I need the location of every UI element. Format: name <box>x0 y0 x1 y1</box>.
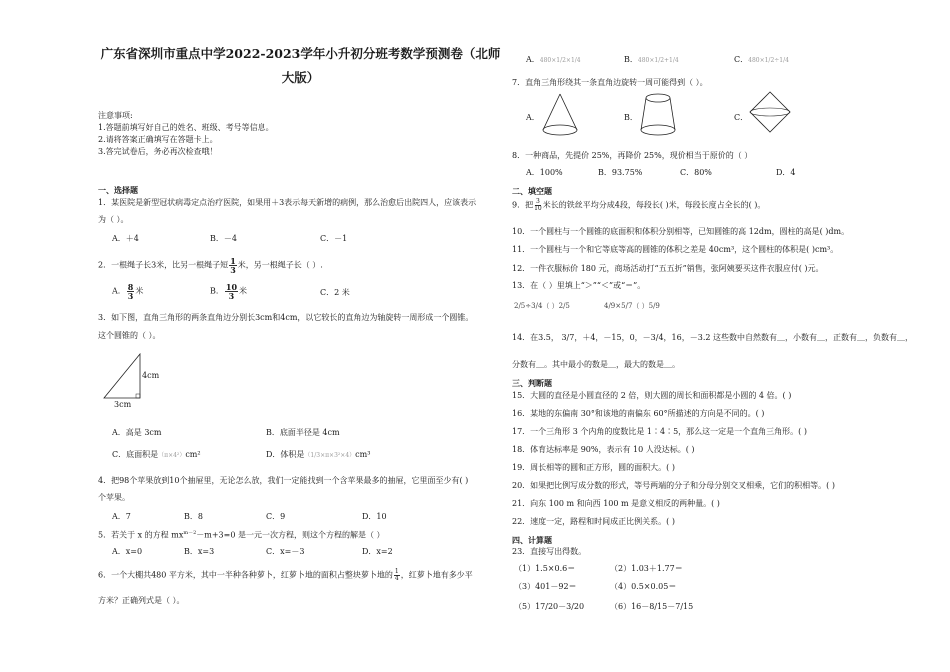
question-text: 6．一个大棚共480 平方米，其中一半种各种萝卜，红萝卜地的面积占整块萝卜地的 $\frac{1}{4}$ ，红萝卜地有多少平 <box>98 568 473 582</box>
notice-item: 3.答完试卷后，务必再次检查哦！ <box>98 147 218 156</box>
compare-item: 4/9×5/7（ ）5/9 <box>604 302 660 310</box>
question-text: 2．一根绳子长3米，比另一根绳子短 $\frac{1}{3}$ 米，另一根绳子长（ ）. <box>98 256 323 275</box>
question-text: 分数有＿。其中最小的数是＿，最大的数是＿。 <box>512 360 680 369</box>
option-b: B．8 <box>184 512 203 521</box>
question-text: 13．在（ ）里填上“＞”“＜”或“＝”。 <box>512 281 646 290</box>
calc-item: （3）401－92＝ <box>514 582 577 591</box>
section-heading: 二、填空题 <box>512 186 552 196</box>
section-heading: 四、计算题 <box>512 535 552 545</box>
question-text: 5．若关于 x 的方程 $mx^{m-2}-m+3=0$ 是一元一次方程，则这个方程的解是（ ） <box>98 530 385 540</box>
question-text: 个苹果。 <box>98 493 130 502</box>
option-c: C．x=－3 <box>266 547 305 556</box>
judge-item: 20．如果把比例写成分数的形式，等号两端的分子和分母分别交叉相乘，它们的积相等。( ) <box>512 481 835 490</box>
question-text: 11．一个圆柱与一个和它等底等高的圆锥的体积之差是 40cm³，这个圆柱的体积是( )cm³。 <box>512 245 839 254</box>
frustum-shape <box>638 90 678 140</box>
option-b: B．－4 <box>210 234 237 243</box>
calc-item: （2）1.03＋1.77＝ <box>610 564 683 573</box>
question-text: 方米？正确列式是（ ）。 <box>98 596 185 605</box>
option-d: D．4 <box>776 168 796 177</box>
page-title: 广东省深圳市重点中学2022-2023学年小升初分班考数学预测卷（北师大版） <box>100 46 501 85</box>
section-heading: 三、判断题 <box>512 378 552 388</box>
option-d: D．10 <box>362 512 387 521</box>
side-label: 4cm <box>142 371 160 380</box>
fraction: $\frac{1}{3}$ <box>230 256 236 275</box>
question-text: 8．一种商品，先提价 25%，再降价 25%，现价相当于原价的（ ） <box>512 151 753 160</box>
option-b: B． $\frac{10}{3}$ 米 <box>210 282 248 301</box>
judge-item: 15．大圆的直径是小圆直径的 2 倍，则大圆的周长和面积都是小圆的 4 倍。( ) <box>512 391 792 400</box>
option-a: A．＋4 <box>112 234 139 243</box>
question-text: 这个圆锥的（ ）。 <box>98 331 161 340</box>
calc-item: （1）1.5×0.6＝ <box>514 564 576 573</box>
option-a: A．7 <box>112 512 131 521</box>
question-text: 23．直接写出得数。 <box>512 547 587 556</box>
question-text: 3．如下图，直角三角形的两条直角边分别长3cm和4cm，以它较长的直角边为轴旋转一周形成一个圆锥。 <box>98 313 474 322</box>
question-text: 9．把 $\frac{3}{10}$ 米长的铁丝平均分成4段，每段长( )米，每段长度占全长的( )。 <box>512 198 766 212</box>
option-a: A． <box>526 113 540 122</box>
option-d: D．x=2 <box>362 547 393 556</box>
option-c: C． <box>734 113 749 122</box>
question-text: 10．一个圆柱与一个圆锥的底面积和体积分别相等，已知圆锥的高 12dm，圆柱的高是( )dm。 <box>512 227 850 236</box>
option-d: D．体积是（1/3×π×3²×4）cm³ <box>266 450 371 459</box>
calc-item: （4）0.5×0.05＝ <box>610 582 677 591</box>
question-text: 14．在3.5， 3/7，＋4，－15，0，－3/4，16，－3.2 这些数中自然数有＿，小数有＿，正数有＿，负数有＿， <box>512 333 913 342</box>
option-c: C．9 <box>266 512 286 521</box>
notice-heading: 注意事项: <box>98 111 133 120</box>
question-text: 1．某医院是新型冠状病毒定点治疗医院，如果用＋3表示每天新增的病例，那么治愈后出院四人，应该表示 <box>98 198 477 207</box>
option-c: C．480×1/2÷1/4 <box>734 55 789 64</box>
judge-item: 18．体育达标率是 90%，表示有 10 人没达标。( ) <box>512 445 695 454</box>
option-c: C．80% <box>680 168 712 177</box>
option-b: B．93.75% <box>598 168 643 177</box>
double-cone-shape <box>748 90 792 140</box>
base-label: 3cm <box>114 400 132 409</box>
judge-item: 17．一个三角形 3 个内角的度数比是 1∶4∶5，那么这一定是一个直角三角形。( ) <box>512 427 807 436</box>
option-c: C．底面积是（π×4²）cm² <box>112 450 201 459</box>
notice-item: 2.请将答案正确填写在答题卡上。 <box>98 135 218 144</box>
option-b: B． <box>624 113 638 122</box>
judge-item: 19．周长相等的圆和正方形，圆的面积大。( ) <box>512 463 675 472</box>
question-text: 7．直角三角形绕其一条直角边旋转一周可能得到（ ）。 <box>512 78 708 87</box>
judge-item: 21．向东 100 m 和向西 100 m 是意义相反的两种量。( ) <box>512 499 720 508</box>
option-a: A．480×1/2×1/4 <box>526 55 581 64</box>
section-heading: 一、选择题 <box>98 185 138 195</box>
calc-item: （5）17/20－3/20 <box>514 602 585 611</box>
question-text: 4．把98个苹果放到10个抽屉里，无论怎么放，我们一定能找到一个含苹果最多的抽屉，它里面至少有( ) <box>98 476 469 485</box>
question-text: 为（ ）。 <box>98 215 129 224</box>
compare-item: 2/5÷3/4（ ）2/5 <box>514 302 570 310</box>
option-c: C．2 米 <box>320 288 350 297</box>
question-text: 12．一件衣服标价 180 元，商场活动打“五五折”销售，张阿姨要买这件衣服应付( )元。 <box>512 264 824 273</box>
option-b: B．底面半径是 4cm <box>266 428 340 437</box>
cone-shape <box>540 90 580 140</box>
notice-item: 1.答题前填写好自己的姓名、班级、考号等信息。 <box>98 123 274 132</box>
judge-item: 22．速度一定，路程和时间成正比例关系。( ) <box>512 517 675 526</box>
option-a: A．x=0 <box>112 547 143 556</box>
option-b: B．x=3 <box>184 547 215 556</box>
option-c: C．－1 <box>320 234 348 243</box>
option-a: A． $\frac{8}{3}$ 米 <box>112 282 144 301</box>
option-b: B．480×1/2+1/4 <box>624 55 679 64</box>
judge-item: 16．某地的东偏南 30°和该地的南偏东 60°所描述的方向是不同的。( ) <box>512 409 765 418</box>
calc-item: （6）16－8/15－7/15 <box>610 602 694 611</box>
option-a: A．高是 3cm <box>112 428 162 437</box>
option-a: A．100% <box>526 168 563 177</box>
